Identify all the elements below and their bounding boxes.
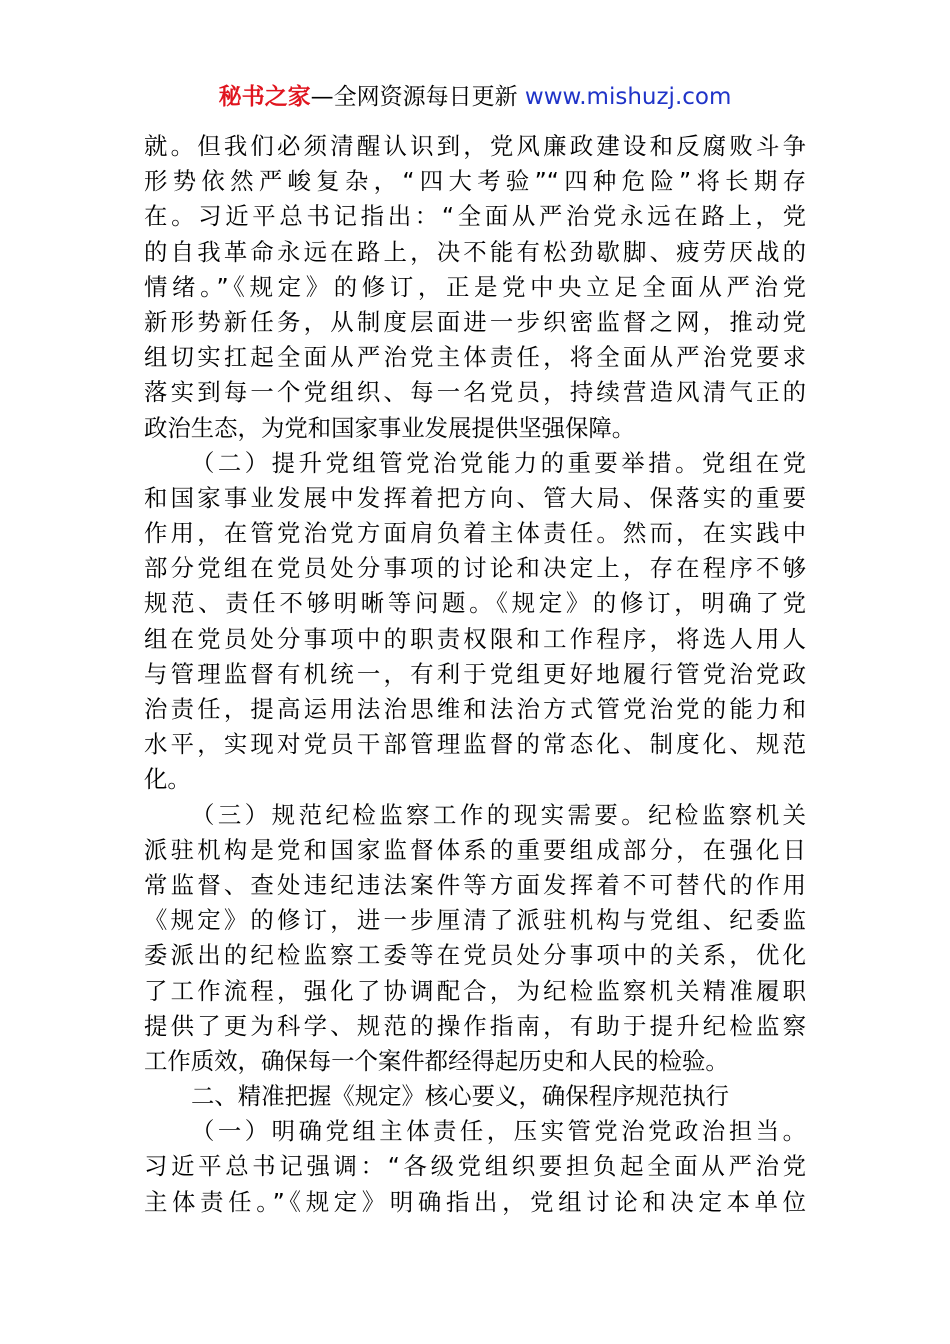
- chapter-heading-line: 二、精准把握《规定》核心要义，确保程序规范执行: [191, 1082, 729, 1111]
- text-line: 就。但我们必须清醒认识到，党风廉政建设和反腐败斗争: [144, 132, 806, 160]
- text-line: 新形势新任务，从制度层面进一步织密监督之网，推动党: [144, 307, 806, 336]
- text-line: 习近平总书记强调：“各级党组织要担负起全面从严治党: [144, 1152, 806, 1181]
- text-line: 情绪。”《规定》的修订，正是党中央立足全面从严治党: [144, 272, 806, 301]
- text-line: 派驻机构是党和国家监督体系的重要组成部分，在强化日: [144, 835, 806, 864]
- text-line: 部分党组在党员处分事项的讨论和决定上，存在程序不够: [144, 554, 806, 583]
- text-line: 和国家事业发展中发挥着把方向、管大局、保落实的重要: [144, 483, 806, 512]
- text-line: 常监督、查处违纪违法案件等方面发挥着不可替代的作用: [144, 870, 806, 899]
- text-line: 治责任，提高运用法治思维和法治方式管党治党的能力和: [144, 695, 806, 723]
- text-line: 《规定》的修订，进一步厘清了派驻机构与党组、纪委监: [144, 906, 806, 935]
- text-line: 形势依然严峻复杂，“四大考验”“四种危险”将长期存: [144, 167, 806, 196]
- text-line: 落实到每一个党组织、每一名党员，持续营造风清气正的: [144, 378, 806, 407]
- text-line: 委派出的纪检监察工委等在党员处分事项中的关系，优化: [144, 941, 806, 970]
- document-body: [144, 129, 806, 1220]
- text-line: 规范、责任不够明晰等问题。《规定》的修订，明确了党: [144, 589, 806, 618]
- text-line: 与管理监督有机统一，有利于党组更好地履行管党治党政: [144, 659, 806, 688]
- text-line: 组切实扛起全面从严治党主体责任，将全面从严治党要求: [144, 343, 806, 372]
- text-line: 了工作流程，强化了协调配合，为纪检监察机关精准履职: [144, 976, 806, 1005]
- text-line: 化。: [144, 765, 191, 794]
- text-line: 组在党员处分事项中的职责权限和工作程序，将选人用人: [144, 624, 806, 653]
- section-heading-line: （二）提升党组管党治党能力的重要举措。党组在党: [191, 448, 806, 477]
- text-line: 作用，在管党治党方面肩负着主体责任。然而，在实践中: [144, 519, 806, 548]
- text-line: 提供了更为科学、规范的操作指南，有助于提升纪检监察: [144, 1011, 806, 1040]
- section-heading-line: （三）规范纪检监察工作的现实需要。纪检监察机关: [191, 800, 806, 829]
- text-line: 在。习近平总书记指出：“全面从严治党永远在路上，党: [144, 202, 806, 231]
- section-heading-line: （一）明确党组主体责任，压实管党治党政治担当。: [191, 1117, 806, 1146]
- site-tagline: —全网资源每日更新: [310, 84, 525, 110]
- site-brand: 秘书之家: [218, 84, 311, 110]
- site-url-link[interactable]: www.mishuzj.com: [524, 84, 732, 110]
- text-line: 政治生态，为党和国家事业发展提供坚强保障。: [144, 413, 636, 442]
- text-line: 的自我革命永远在路上，决不能有松劲歇脚、疲劳厌战的: [144, 237, 806, 266]
- text-line: 水平，实现对党员干部管理监督的常态化、制度化、规范: [144, 730, 806, 759]
- text-line: 主体责任。”《规定》明确指出，党组讨论和决定本单位: [144, 1187, 806, 1216]
- site-header: [0, 82, 950, 112]
- text-line: 工作质效，确保每一个案件都经得起历史和人民的检验。: [144, 1046, 729, 1075]
